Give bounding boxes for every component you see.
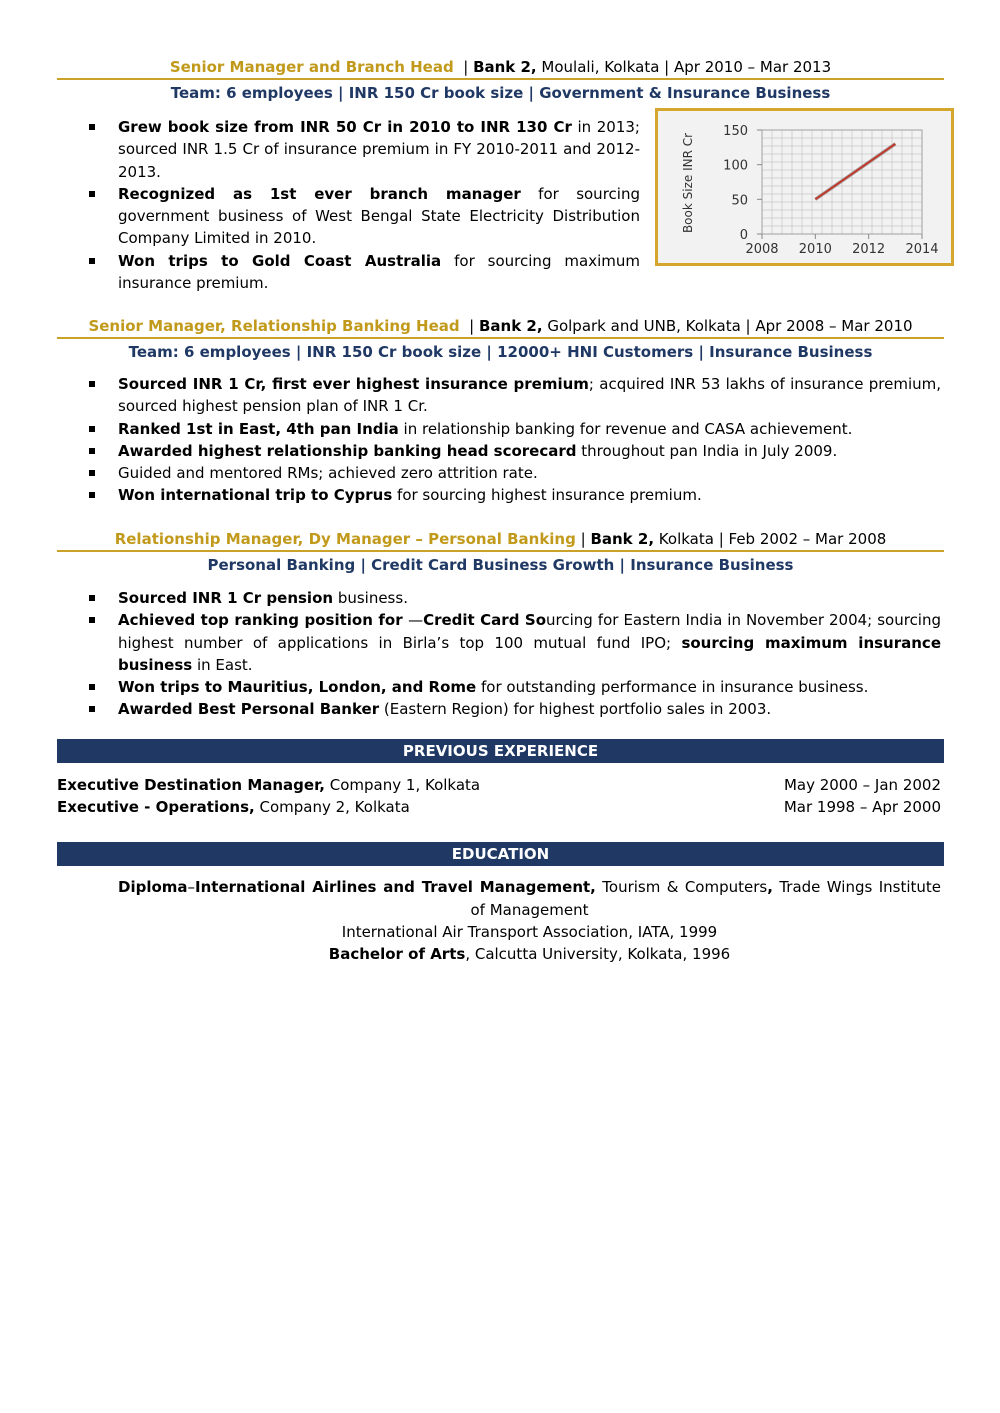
job-location-dates: Golpark and UNB, Kolkata | Apr 2008 – Mar 2010	[542, 317, 913, 335]
bullet-text: ; acquired INR 53 lakhs of insurance premium, sourced highest pension plan of INR 1 Cr.	[118, 375, 941, 416]
bullet-icon	[89, 191, 95, 197]
x-tick-label: 2010	[798, 242, 832, 257]
bullet-dash: —	[408, 611, 424, 630]
list-item	[57, 183, 640, 250]
previous-experience-heading: PREVIOUS EXPERIENCE	[57, 739, 944, 763]
bullet-icon	[89, 124, 95, 130]
bullet-icon	[89, 470, 95, 476]
previous-role: Executive Destination Manager,	[57, 776, 325, 794]
bullet-icon	[89, 426, 95, 432]
bullet-bold: Won trips to Mauritius, London, and Rome	[118, 678, 477, 697]
bullet-bold: sourcing maximum insurance business	[118, 633, 941, 674]
bullet-text: urcing for Eastern India in November 2004; sourcing highest number of applications in Birla’s top 100 mutual fund IPO;	[118, 611, 942, 652]
list-item	[57, 440, 941, 462]
bullet-text: in relationship banking for revenue and CASA achievement.	[398, 419, 853, 438]
bullet-text: (Eastern Region) for highest portfolio sales in 2003.	[379, 700, 772, 719]
bullet-bold: Won trips to Gold Coast Australia	[118, 251, 442, 270]
y-tick-label: 50	[731, 193, 748, 209]
list-item	[57, 462, 941, 484]
degree-field: International Airlines and Travel Management,	[195, 878, 596, 896]
job-3-team: Personal Banking | Credit Card Business Growth | Insurance Business	[207, 556, 794, 574]
previous-experience-row	[57, 796, 941, 818]
list-item	[57, 698, 941, 720]
institution: , Calcutta University, Kolkata, 1996	[465, 945, 731, 963]
list-item	[57, 609, 941, 676]
employer: Bank 2,	[590, 530, 655, 548]
bullet-bold: Achieved top ranking position for	[118, 611, 409, 630]
previous-experience-row	[57, 774, 941, 796]
bullet-text: throughout pan India in July 2009.	[576, 441, 838, 460]
education-heading: EDUCATION	[57, 842, 944, 866]
list-item	[57, 676, 941, 698]
list-item	[57, 373, 941, 418]
line-chart	[658, 111, 951, 263]
education-diploma	[118, 876, 941, 921]
job-location-dates: Moulali, Kolkata | Apr 2010 – Mar 2013	[536, 58, 832, 76]
gold-divider	[57, 78, 944, 80]
y-tick-label: 150	[723, 124, 748, 139]
bullet-icon	[89, 258, 95, 264]
job-1-header: Senior Manager and Branch Head | Bank 2, Moulali, Kolkata | Apr 2010 – Mar 2013	[169, 58, 832, 76]
bullet-bold: Ranked 1st in East, 4th pan India	[118, 419, 399, 438]
x-tick-label: 2012	[852, 242, 886, 257]
bullet-text: for sourcing highest insurance premium.	[392, 486, 702, 505]
bullet-bold: Sourced INR 1 Cr pension	[118, 589, 334, 607]
bullet-bold: Sourced INR 1 Cr, first ever highest insurance premium	[118, 375, 589, 393]
degree-subject: Tourism & Computers	[595, 878, 768, 896]
institution: Trade Wings Institute of Management	[470, 878, 941, 919]
bullet-text: business.	[333, 589, 408, 607]
job-2-header: Senior Manager, Relationship Banking Head | Bank 2, Golpark and UNB, Kolkata | Apr 2008 – Mar 2010	[88, 317, 913, 335]
previous-company: Company 1, Kolkata	[325, 776, 481, 794]
bullet-text: for sourcing government business of West Bengal State Electricity Distribution Company Limited in 2010.	[118, 184, 640, 248]
job-title: Senior Manager and Branch Head	[169, 58, 454, 76]
job-title: Relationship Manager, Dy Manager – Personal Banking	[114, 530, 576, 548]
previous-company: Company 2, Kolkata	[254, 798, 410, 816]
book-size-chart	[655, 108, 954, 266]
y-axis-label: Book Size INR Cr	[681, 132, 695, 234]
employer: Bank 2,	[473, 58, 537, 76]
x-tick-label: 2008	[745, 242, 779, 257]
gold-divider	[57, 550, 944, 552]
job-1-achievements	[57, 116, 640, 294]
list-item	[57, 484, 941, 506]
series-line	[815, 144, 895, 199]
employer: Bank 2,	[478, 317, 543, 335]
degree: Bachelor of Arts	[328, 945, 466, 963]
bullet-text: in 2013; sourced INR 1.5 Cr of insurance premium in FY 2010-2011 and 2012-2013.	[118, 118, 640, 181]
education-bachelor	[118, 943, 941, 966]
previous-role: Executive - Operations,	[57, 798, 255, 816]
degree: Diploma	[118, 878, 188, 896]
bullet-bold: Credit Card So	[423, 611, 547, 630]
bullet-icon	[89, 706, 95, 712]
bullet-bold: Awarded highest relationship banking head scorecard	[118, 441, 577, 460]
bullet-bold: Awarded Best Personal Banker	[118, 700, 380, 719]
bullet-icon	[89, 617, 95, 623]
bullet-text: in East.	[192, 655, 253, 674]
job-3-header: Relationship Manager, Dy Manager – Personal Banking | Bank 2, Kolkata | Feb 2002 – Mar 2008	[114, 530, 887, 548]
bullet-icon	[89, 381, 95, 387]
bullet-icon	[89, 684, 95, 690]
bullet-text: for sourcing maximum insurance premium.	[118, 251, 640, 293]
job-2-team: Team: 6 employees | INR 150 Cr book size | 12000+ HNI Customers | Insurance Business	[128, 343, 873, 361]
bullet-bold: Recognized as 1st ever branch manager	[118, 184, 521, 203]
job-1-team: Team: 6 employees | INR 150 Cr book size | Government & Insurance Business	[170, 84, 831, 102]
bullet-bold: Grew book size from INR 50 Cr in 2010 to INR 130 Cr	[118, 118, 572, 136]
x-tick-label: 2014	[905, 242, 939, 257]
bullet-icon	[89, 595, 95, 601]
previous-dates: Mar 1998 – Apr 2000	[783, 798, 941, 816]
bullet-bold: Won international trip to Cyprus	[118, 486, 393, 505]
education-iata: International Air Transport Association, IATA, 1999	[341, 923, 718, 941]
bullet-text: Guided and mentored RMs; achieved zero attrition rate.	[118, 464, 538, 483]
job-3-achievements	[57, 587, 941, 721]
list-item	[57, 418, 941, 440]
bullet-icon	[89, 448, 95, 454]
list-item	[57, 587, 941, 609]
job-title: Senior Manager, Relationship Banking Head	[88, 317, 460, 335]
bullet-icon	[89, 492, 95, 498]
list-item	[57, 250, 640, 295]
y-tick-label: 0	[739, 228, 748, 243]
gold-divider	[57, 337, 944, 339]
job-2-achievements	[57, 373, 941, 507]
bullet-text: for outstanding performance in insurance business.	[476, 678, 869, 697]
dash: –	[187, 878, 196, 896]
job-location-dates: Kolkata | Feb 2002 – Mar 2008	[654, 530, 887, 548]
previous-dates: May 2000 – Jan 2002	[783, 776, 941, 794]
y-tick-label: 100	[723, 158, 748, 174]
list-item	[57, 116, 640, 183]
comma: ,	[767, 878, 773, 896]
